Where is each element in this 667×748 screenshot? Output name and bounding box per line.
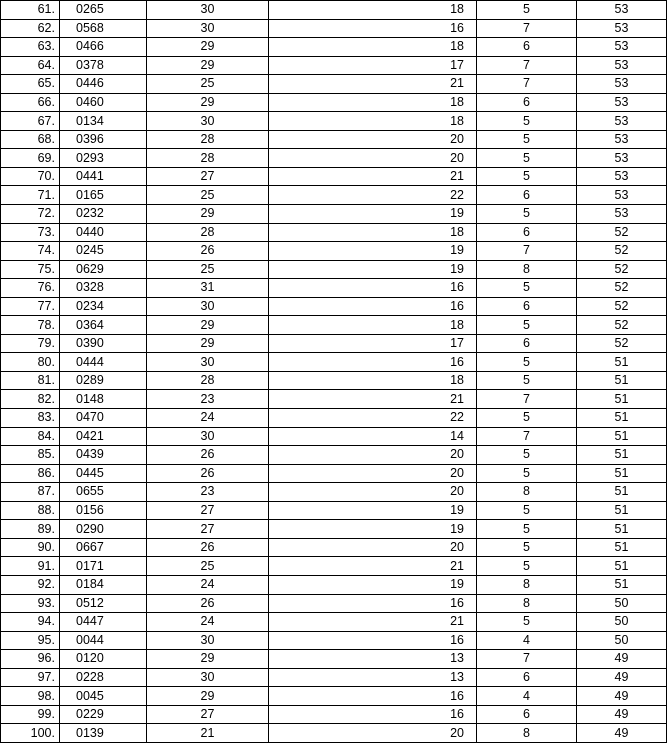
- row-number-cell: 93.: [1, 594, 60, 613]
- total-cell: 49: [577, 724, 667, 743]
- row-number-cell: 71.: [1, 186, 60, 205]
- row-number-cell: 77.: [1, 297, 60, 316]
- row-number-cell: 88.: [1, 501, 60, 520]
- row-number-cell: 98.: [1, 687, 60, 706]
- row-number-cell: 100.: [1, 724, 60, 743]
- table-row: [1, 446, 667, 465]
- score-1-cell: 30: [147, 19, 269, 38]
- code-cell: 0148: [60, 390, 147, 409]
- total-cell: 52: [577, 260, 667, 279]
- score-2-cell: 21: [269, 167, 477, 186]
- score-3-cell: 6: [477, 38, 577, 57]
- score-1-cell: 25: [147, 557, 269, 576]
- score-2-cell: 18: [269, 112, 477, 131]
- total-cell: 51: [577, 446, 667, 465]
- total-cell: 50: [577, 631, 667, 650]
- score-2-cell: 22: [269, 186, 477, 205]
- total-cell: 53: [577, 130, 667, 149]
- table-row: [1, 205, 667, 224]
- code-cell: 0232: [60, 205, 147, 224]
- score-1-cell: 26: [147, 538, 269, 557]
- score-3-cell: 8: [477, 260, 577, 279]
- row-number-cell: 86.: [1, 464, 60, 483]
- total-cell: 53: [577, 167, 667, 186]
- score-1-cell: 21: [147, 724, 269, 743]
- code-cell: 0171: [60, 557, 147, 576]
- score-1-cell: 23: [147, 483, 269, 502]
- total-cell: 49: [577, 705, 667, 724]
- total-cell: 51: [577, 464, 667, 483]
- table-row: [1, 186, 667, 205]
- table-row: [1, 538, 667, 557]
- code-cell: 0440: [60, 223, 147, 242]
- table-row: [1, 75, 667, 94]
- score-2-cell: 19: [269, 575, 477, 594]
- score-3-cell: 5: [477, 538, 577, 557]
- score-1-cell: 30: [147, 112, 269, 131]
- score-3-cell: 6: [477, 297, 577, 316]
- code-cell: 0234: [60, 297, 147, 316]
- code-cell: 0460: [60, 93, 147, 112]
- score-2-cell: 19: [269, 501, 477, 520]
- score-2-cell: 16: [269, 594, 477, 613]
- row-number-cell: 64.: [1, 56, 60, 75]
- row-number-cell: 70.: [1, 167, 60, 186]
- code-cell: 0265: [60, 1, 147, 20]
- score-3-cell: 8: [477, 483, 577, 502]
- score-2-cell: 21: [269, 390, 477, 409]
- score-3-cell: 6: [477, 223, 577, 242]
- row-number-cell: 61.: [1, 1, 60, 20]
- score-1-cell: 25: [147, 260, 269, 279]
- score-3-cell: 5: [477, 520, 577, 539]
- row-number-cell: 67.: [1, 112, 60, 131]
- code-cell: 0229: [60, 705, 147, 724]
- table-row: [1, 56, 667, 75]
- score-2-cell: 21: [269, 75, 477, 94]
- row-number-cell: 62.: [1, 19, 60, 38]
- score-2-cell: 20: [269, 149, 477, 168]
- score-2-cell: 18: [269, 38, 477, 57]
- score-3-cell: 6: [477, 93, 577, 112]
- table-row: [1, 390, 667, 409]
- score-1-cell: 26: [147, 242, 269, 261]
- row-number-cell: 69.: [1, 149, 60, 168]
- score-3-cell: 8: [477, 594, 577, 613]
- score-3-cell: 8: [477, 575, 577, 594]
- total-cell: 52: [577, 297, 667, 316]
- score-3-cell: 6: [477, 186, 577, 205]
- row-number-cell: 78.: [1, 316, 60, 335]
- table-row: [1, 223, 667, 242]
- score-2-cell: 17: [269, 56, 477, 75]
- row-number-cell: 91.: [1, 557, 60, 576]
- code-cell: 0655: [60, 483, 147, 502]
- row-number-cell: 65.: [1, 75, 60, 94]
- score-1-cell: 28: [147, 149, 269, 168]
- row-number-cell: 72.: [1, 205, 60, 224]
- table-row: [1, 631, 667, 650]
- score-2-cell: 14: [269, 427, 477, 446]
- row-number-cell: 66.: [1, 93, 60, 112]
- score-2-cell: 19: [269, 260, 477, 279]
- results-table-body: [1, 1, 667, 743]
- code-cell: 0667: [60, 538, 147, 557]
- total-cell: 51: [577, 371, 667, 390]
- code-cell: 0441: [60, 167, 147, 186]
- score-1-cell: 24: [147, 575, 269, 594]
- score-2-cell: 13: [269, 650, 477, 669]
- row-number-cell: 85.: [1, 446, 60, 465]
- table-row: [1, 130, 667, 149]
- code-cell: 0184: [60, 575, 147, 594]
- code-cell: 0421: [60, 427, 147, 446]
- total-cell: 53: [577, 205, 667, 224]
- score-1-cell: 27: [147, 520, 269, 539]
- score-1-cell: 27: [147, 501, 269, 520]
- score-2-cell: 20: [269, 724, 477, 743]
- row-number-cell: 95.: [1, 631, 60, 650]
- score-1-cell: 30: [147, 1, 269, 20]
- score-1-cell: 29: [147, 650, 269, 669]
- score-1-cell: 29: [147, 56, 269, 75]
- score-2-cell: 18: [269, 1, 477, 20]
- table-row: [1, 19, 667, 38]
- score-1-cell: 28: [147, 223, 269, 242]
- code-cell: 0139: [60, 724, 147, 743]
- score-3-cell: 6: [477, 668, 577, 687]
- score-2-cell: 17: [269, 334, 477, 353]
- table-row: [1, 575, 667, 594]
- row-number-cell: 79.: [1, 334, 60, 353]
- code-cell: 0120: [60, 650, 147, 669]
- code-cell: 0228: [60, 668, 147, 687]
- score-2-cell: 16: [269, 353, 477, 372]
- score-2-cell: 20: [269, 538, 477, 557]
- score-3-cell: 5: [477, 501, 577, 520]
- score-1-cell: 30: [147, 668, 269, 687]
- score-1-cell: 28: [147, 130, 269, 149]
- code-cell: 0512: [60, 594, 147, 613]
- total-cell: 53: [577, 186, 667, 205]
- score-2-cell: 18: [269, 371, 477, 390]
- total-cell: 51: [577, 390, 667, 409]
- row-number-cell: 94.: [1, 613, 60, 632]
- score-2-cell: 20: [269, 483, 477, 502]
- score-3-cell: 5: [477, 353, 577, 372]
- score-3-cell: 5: [477, 409, 577, 428]
- code-cell: 0044: [60, 631, 147, 650]
- score-2-cell: 16: [269, 19, 477, 38]
- code-cell: 0156: [60, 501, 147, 520]
- code-cell: 0245: [60, 242, 147, 261]
- score-1-cell: 26: [147, 594, 269, 613]
- table-row: [1, 409, 667, 428]
- row-number-cell: 76.: [1, 279, 60, 298]
- score-1-cell: 25: [147, 75, 269, 94]
- score-2-cell: 16: [269, 631, 477, 650]
- table-row: [1, 613, 667, 632]
- score-1-cell: 28: [147, 371, 269, 390]
- row-number-cell: 81.: [1, 371, 60, 390]
- table-row: [1, 371, 667, 390]
- table-row: [1, 557, 667, 576]
- score-2-cell: 16: [269, 279, 477, 298]
- table-row: [1, 668, 667, 687]
- score-2-cell: 20: [269, 464, 477, 483]
- code-cell: 0466: [60, 38, 147, 57]
- table-row: [1, 242, 667, 261]
- score-1-cell: 27: [147, 705, 269, 724]
- code-cell: 0447: [60, 613, 147, 632]
- code-cell: 0134: [60, 112, 147, 131]
- score-3-cell: 7: [477, 242, 577, 261]
- score-2-cell: 18: [269, 93, 477, 112]
- score-2-cell: 20: [269, 446, 477, 465]
- score-2-cell: 20: [269, 130, 477, 149]
- table-row: [1, 594, 667, 613]
- score-3-cell: 5: [477, 205, 577, 224]
- score-1-cell: 30: [147, 427, 269, 446]
- score-3-cell: 5: [477, 613, 577, 632]
- score-1-cell: 23: [147, 390, 269, 409]
- table-row: [1, 353, 667, 372]
- score-3-cell: 5: [477, 112, 577, 131]
- total-cell: 53: [577, 75, 667, 94]
- table-row: [1, 93, 667, 112]
- table-row: [1, 38, 667, 57]
- score-3-cell: 7: [477, 650, 577, 669]
- score-1-cell: 30: [147, 631, 269, 650]
- table-row: [1, 260, 667, 279]
- table-row: [1, 520, 667, 539]
- score-1-cell: 29: [147, 687, 269, 706]
- score-3-cell: 5: [477, 446, 577, 465]
- total-cell: 51: [577, 538, 667, 557]
- code-cell: 0045: [60, 687, 147, 706]
- row-number-cell: 96.: [1, 650, 60, 669]
- score-2-cell: 16: [269, 297, 477, 316]
- table-row: [1, 149, 667, 168]
- score-2-cell: 22: [269, 409, 477, 428]
- score-2-cell: 16: [269, 705, 477, 724]
- table-row: [1, 724, 667, 743]
- table-row: [1, 334, 667, 353]
- code-cell: 0445: [60, 464, 147, 483]
- total-cell: 51: [577, 520, 667, 539]
- total-cell: 51: [577, 483, 667, 502]
- total-cell: 53: [577, 1, 667, 20]
- total-cell: 49: [577, 687, 667, 706]
- score-2-cell: 19: [269, 205, 477, 224]
- table-row: [1, 650, 667, 669]
- score-1-cell: 29: [147, 205, 269, 224]
- table-row: [1, 705, 667, 724]
- code-cell: 0290: [60, 520, 147, 539]
- total-cell: 50: [577, 594, 667, 613]
- table-row: [1, 501, 667, 520]
- row-number-cell: 83.: [1, 409, 60, 428]
- table-row: [1, 464, 667, 483]
- total-cell: 51: [577, 409, 667, 428]
- total-cell: 52: [577, 334, 667, 353]
- score-1-cell: 29: [147, 93, 269, 112]
- code-cell: 0364: [60, 316, 147, 335]
- score-1-cell: 25: [147, 186, 269, 205]
- score-2-cell: 18: [269, 223, 477, 242]
- score-3-cell: 4: [477, 687, 577, 706]
- total-cell: 53: [577, 38, 667, 57]
- score-3-cell: 6: [477, 705, 577, 724]
- row-number-cell: 63.: [1, 38, 60, 57]
- total-cell: 53: [577, 112, 667, 131]
- total-cell: 53: [577, 93, 667, 112]
- row-number-cell: 90.: [1, 538, 60, 557]
- total-cell: 52: [577, 316, 667, 335]
- total-cell: 51: [577, 501, 667, 520]
- total-cell: 53: [577, 149, 667, 168]
- table-row: [1, 316, 667, 335]
- score-3-cell: 7: [477, 75, 577, 94]
- code-cell: 0446: [60, 75, 147, 94]
- score-3-cell: 5: [477, 167, 577, 186]
- score-1-cell: 30: [147, 353, 269, 372]
- total-cell: 53: [577, 19, 667, 38]
- total-cell: 51: [577, 557, 667, 576]
- score-3-cell: 5: [477, 316, 577, 335]
- code-cell: 0293: [60, 149, 147, 168]
- code-cell: 0568: [60, 19, 147, 38]
- score-3-cell: 5: [477, 130, 577, 149]
- code-cell: 0396: [60, 130, 147, 149]
- table-row: [1, 297, 667, 316]
- score-1-cell: 24: [147, 409, 269, 428]
- score-3-cell: 5: [477, 371, 577, 390]
- score-1-cell: 31: [147, 279, 269, 298]
- score-1-cell: 29: [147, 38, 269, 57]
- total-cell: 51: [577, 427, 667, 446]
- score-2-cell: 16: [269, 687, 477, 706]
- code-cell: 0444: [60, 353, 147, 372]
- total-cell: 52: [577, 242, 667, 261]
- score-2-cell: 13: [269, 668, 477, 687]
- row-number-cell: 97.: [1, 668, 60, 687]
- row-number-cell: 73.: [1, 223, 60, 242]
- row-number-cell: 99.: [1, 705, 60, 724]
- row-number-cell: 87.: [1, 483, 60, 502]
- code-cell: 0289: [60, 371, 147, 390]
- score-3-cell: 5: [477, 557, 577, 576]
- total-cell: 51: [577, 353, 667, 372]
- score-3-cell: 4: [477, 631, 577, 650]
- score-3-cell: 5: [477, 464, 577, 483]
- score-3-cell: 7: [477, 56, 577, 75]
- total-cell: 49: [577, 668, 667, 687]
- row-number-cell: 92.: [1, 575, 60, 594]
- code-cell: 0629: [60, 260, 147, 279]
- total-cell: 53: [577, 56, 667, 75]
- table-row: [1, 483, 667, 502]
- row-number-cell: 74.: [1, 242, 60, 261]
- score-2-cell: 19: [269, 520, 477, 539]
- score-3-cell: 7: [477, 390, 577, 409]
- score-3-cell: 7: [477, 19, 577, 38]
- score-1-cell: 26: [147, 446, 269, 465]
- row-number-cell: 89.: [1, 520, 60, 539]
- row-number-cell: 82.: [1, 390, 60, 409]
- total-cell: 50: [577, 613, 667, 632]
- score-1-cell: 24: [147, 613, 269, 632]
- score-3-cell: 5: [477, 279, 577, 298]
- score-3-cell: 8: [477, 724, 577, 743]
- row-number-cell: 68.: [1, 130, 60, 149]
- score-3-cell: 5: [477, 1, 577, 20]
- table-row: [1, 167, 667, 186]
- code-cell: 0390: [60, 334, 147, 353]
- total-cell: 52: [577, 279, 667, 298]
- table-row: [1, 1, 667, 20]
- code-cell: 0328: [60, 279, 147, 298]
- score-3-cell: 6: [477, 334, 577, 353]
- code-cell: 0439: [60, 446, 147, 465]
- score-1-cell: 30: [147, 297, 269, 316]
- score-2-cell: 19: [269, 242, 477, 261]
- total-cell: 49: [577, 650, 667, 669]
- score-1-cell: 26: [147, 464, 269, 483]
- score-3-cell: 5: [477, 149, 577, 168]
- score-1-cell: 29: [147, 334, 269, 353]
- row-number-cell: 84.: [1, 427, 60, 446]
- table-row: [1, 112, 667, 131]
- score-1-cell: 27: [147, 167, 269, 186]
- code-cell: 0470: [60, 409, 147, 428]
- row-number-cell: 80.: [1, 353, 60, 372]
- total-cell: 52: [577, 223, 667, 242]
- score-2-cell: 21: [269, 613, 477, 632]
- table-row: [1, 687, 667, 706]
- table-row: [1, 279, 667, 298]
- score-3-cell: 7: [477, 427, 577, 446]
- total-cell: 51: [577, 575, 667, 594]
- score-1-cell: 29: [147, 316, 269, 335]
- table-row: [1, 427, 667, 446]
- code-cell: 0165: [60, 186, 147, 205]
- code-cell: 0378: [60, 56, 147, 75]
- score-2-cell: 18: [269, 316, 477, 335]
- row-number-cell: 75.: [1, 260, 60, 279]
- score-2-cell: 21: [269, 557, 477, 576]
